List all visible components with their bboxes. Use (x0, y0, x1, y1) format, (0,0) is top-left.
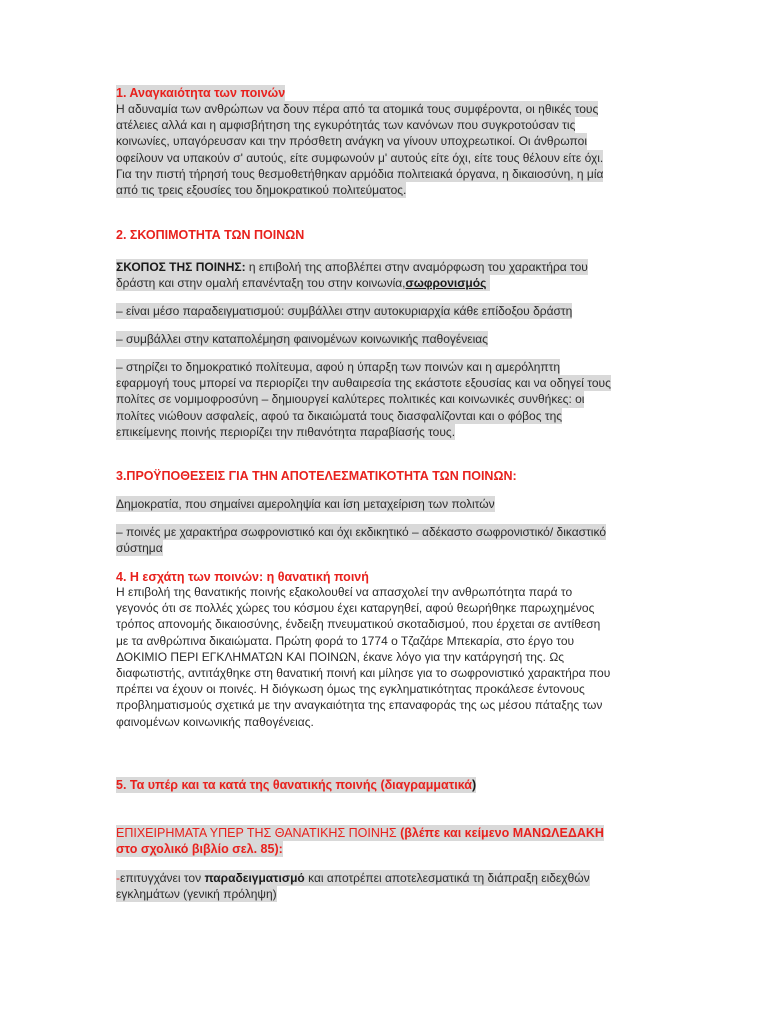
bullet-deterrence-text: – είναι μέσο παραδειγματισμού: συμβάλλει στην αυτοκυριαρχία κάθε επίδοξου δράστη (116, 304, 573, 318)
bullet-pathology-text: – συμβάλλει στην καταπολέμηση φαινομένων κοινωνικής παθογένειας (116, 332, 488, 346)
section-4-line: φαινομένων κοινωνικής παθογένειας. (116, 714, 314, 729)
purpose-label: ΣΚΟΠΟΣ ΤΗΣ ΠΟΙΝΗΣ: (116, 260, 246, 274)
condition-penalties-line: σύστημα (116, 541, 163, 556)
argument-deterrence-line-2: εγκλημάτων (γενική πρόληψη) (116, 887, 277, 902)
section-5-title-text: 5. Τα υπέρ και τα κατά της θανατικής ποινής (διαγραμματικά (116, 778, 472, 792)
purpose-text-2: δράστη και στην ομαλή επανένταξη του στην κοινωνία, (116, 276, 406, 291)
section-6-title-line-1 (116, 825, 604, 841)
correction-keyword: σωφρονισμός (405, 276, 487, 291)
section-2-title: 2. ΣΚΟΠΙΜΟΤΗΤΑ ΤΩΝ ΠΟΙΝΩΝ (116, 228, 305, 242)
section-3-title: 3.ΠΡΟΫΠΟΘΕΣΕΙΣ ΓΙΑ ΤΗΝ ΑΠΟΤΕΛΕΣΜΑΤΙΚΟΤΗΤΑ ΤΩΝ ΠΟΙΝΩΝ: (116, 469, 517, 483)
section-4-line: προβληματισμούς σχετικά με την αναγκαιότητα της επαναφοράς της ως μέσου πάταξης των (116, 698, 603, 713)
bullet-democracy-line: πολίτες σε νομιμοφροσύνη – δημιουργεί καλύτερες πολιτικές και κοινωνικές συνθήκες: οι (116, 392, 585, 407)
section-4-line: με τα ανθρώπινα δικαιώματα. Πρώτη φορά το 1774 ο Τζαζάρε Μπεκαρία, στο έργο του (116, 633, 575, 648)
section-6-title (116, 825, 656, 857)
bullet-democracy-line: πολίτες νιώθουν ασφαλείς, αφού τα δικαιώματά τους διασφαλίζονται και ο φόβος της (116, 408, 563, 423)
section-1-line: οφείλουν να υπακούν σ' αυτούς, είτε συμφωνούν μ' αυτούς είτε όχι, είτε τους θέλουν είτε όχι. (116, 150, 604, 165)
purpose-paragraph (116, 259, 656, 291)
section-1-title: 1. Αναγκαιότητα των ποινών (116, 86, 286, 100)
section-4-line: τρόπος απονομής δικαιοσύνης, ένδειξη πνευματικού σκοταδισμού, που έρχεται σε αντίθεση (116, 617, 601, 632)
section-4-line: γεγονός ότι σε πολλές χώρες του κόσμου έχει καταργηθεί, αφού θεωρήθηκε παρωχημένος (116, 601, 595, 616)
bullet-deterrence (116, 303, 656, 319)
bullet-democracy-line: εφαρμογή τους μπορεί να περιορίζει την αυθαιρεσία της εκάστοτε εξουσίας και να οδηγεί τους (116, 376, 611, 391)
section-5-title (116, 777, 476, 793)
section-1-line: Η αδυναμία των ανθρώπων να δουν πέρα από τα ατομικά τους συμφέροντα, οι ηθικές τους (116, 102, 599, 116)
condition-democracy (116, 496, 656, 512)
section-4-line: διαφωτιστής, αντιτάχθηκε στη θανατική ποινή και μίλησε για το σωφρονιστικό χαρακτήρα που (116, 666, 611, 681)
purpose-line-2 (116, 275, 490, 291)
argument-text-pre: επιτυγχάνει τον (120, 871, 205, 885)
section-1-line: ατέλειες αλλά και η αμφισβήτηση της εγκυρότητάς των κανόνων που συγκροτούσαν τις (116, 118, 576, 133)
argument-keyword: παραδειγματισμό (204, 871, 305, 885)
section-1-line: από τις τρεις εξουσίες του δημοκρατικού πολιτεύματος. (116, 183, 407, 198)
section-4-paragraph (116, 584, 656, 730)
section-6-title-note: (βλέπε και κείμενο ΜΑΝΩΛΕΔΑΚΗ (396, 826, 604, 840)
argument-dash: - (116, 871, 120, 885)
section-1-line: κοινωνίες, υπαγόρευσαν και την πρόσθετη ανάγκη να γίνουν υποχρεωτικοί. Οι άνθρωποι (116, 134, 587, 149)
argument-deterrence-line-1 (116, 870, 590, 886)
section-4-line: ΔΟΚΙΜΙΟ ΠΕΡΙ ΕΓΚΛΗΜΑΤΩΝ ΚΑΙ ΠΟΙΝΩΝ, έκανε λόγο για την κατάργησή της. Ως (116, 649, 565, 664)
purpose-text-1: η επιβολή της αποβλέπει στην αναμόρφωση του χαρακτήρα του (245, 260, 588, 274)
section-1-line: Για την πιστή τήρησή τους θεσμοθετήθηκαν αρμόδια πολιτειακά όργανα, η δικαιοσύνη, η μία (116, 166, 604, 181)
section-6-title-line-2: στο σχολικό βιβλίο σελ. 85): (116, 842, 283, 856)
bullet-democracy-line: – στηρίζει το δημοκρατικό πολίτευμα, αφού η ύπαρξη των ποινών και η αμερόληπτη (116, 360, 561, 374)
purpose-line-1 (116, 259, 588, 275)
bullet-pathology (116, 331, 656, 347)
section-4-title: 4. Η εσχάτη των ποινών: η θανατική ποινή (116, 570, 369, 584)
section-4-line: Η επιβολή της θανατικής ποινής εξακολουθεί να απασχολεί την ανθρωπότητα παρά το (116, 585, 573, 599)
argument-text-post: και αποτρέπει αποτελεσματικά τη διάπραξη ειδεχθών (304, 871, 590, 885)
section-6-title-main: ΕΠΙΧΕΙΡΗΜΑΤΑ ΥΠΕΡ ΤΗΣ ΘΑΝΑΤΙΚΗΣ ΠΟΙΝΗΣ (116, 826, 397, 840)
section-1-paragraph (116, 101, 656, 198)
condition-democracy-text: Δημοκρατία, που σημαίνει αμεροληψία και ίση μεταχείριση των πολιτών (116, 497, 495, 511)
argument-deterrence (116, 870, 656, 902)
bullet-democracy-line: επικείμενης ποινής περιορίζει την πιθανότητα παραβίασής τους. (116, 424, 456, 439)
bullet-democracy (116, 359, 656, 440)
condition-penalties (116, 524, 656, 556)
section-4-line: πρέπει να έχουν οι ποινές. Η διόγκωση όμως της εγκληματικότητας προκάλεσε έντονους (116, 682, 585, 697)
condition-penalties-line: – ποινές με χαρακτήρα σωφρονιστικό και όχι εκδικητικό – αδέκαστο σωφρονιστικό/ δικαστικό (116, 525, 606, 539)
section-5-close-paren: ) (471, 778, 477, 792)
